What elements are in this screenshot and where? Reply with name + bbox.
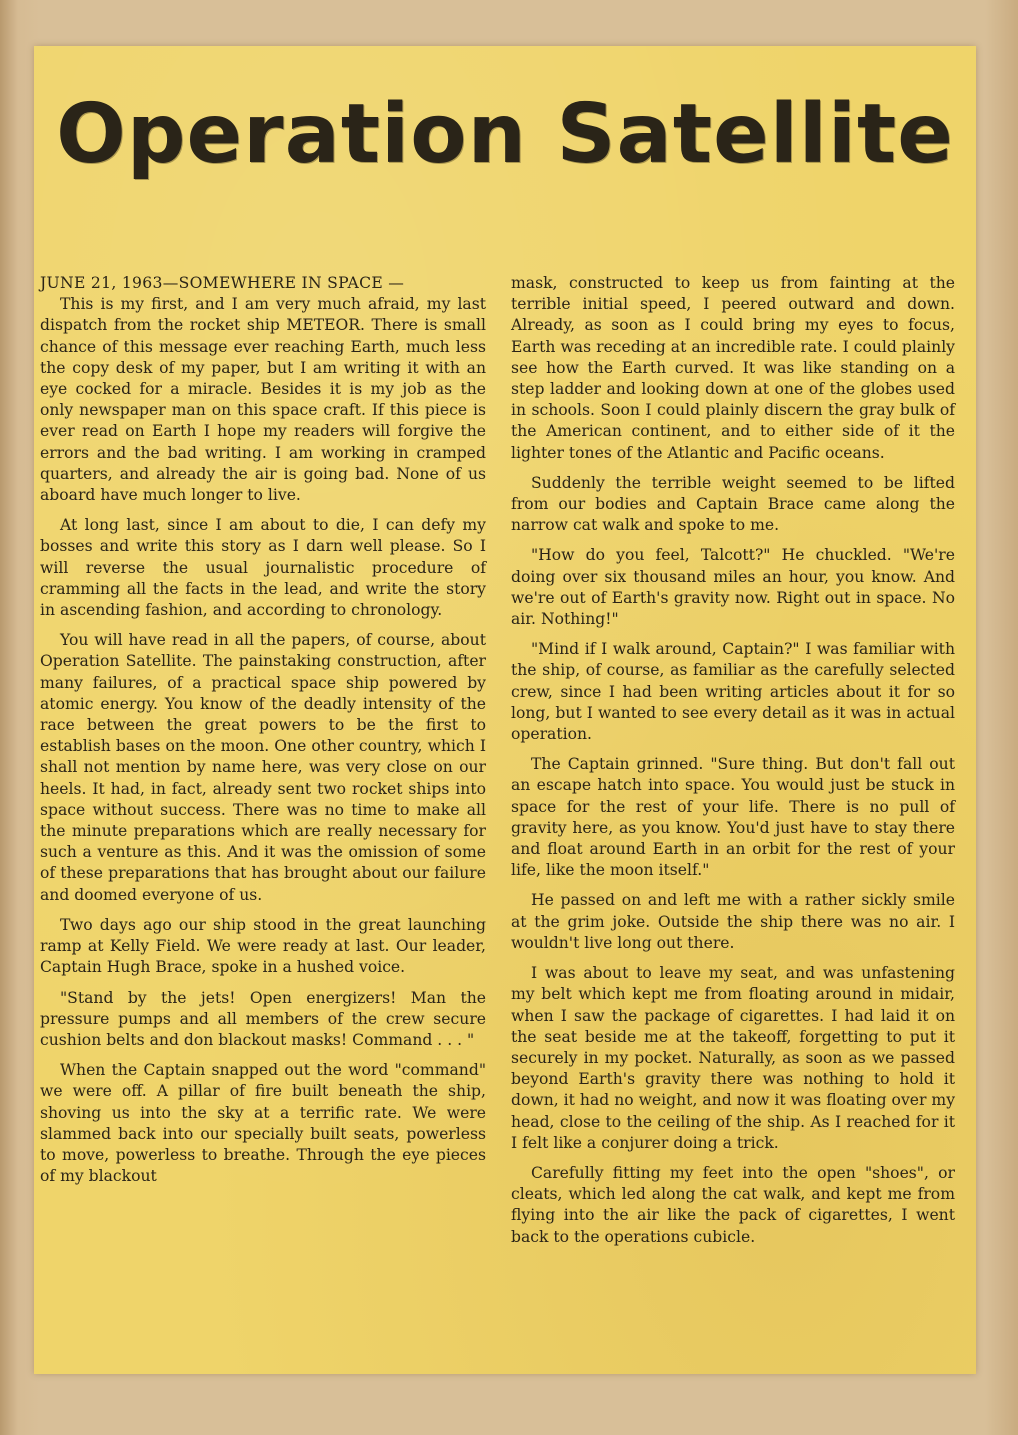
paragraph: Carefully fitting my feet into the open "shoes", or cleats, which led along the cat walk, and kept me from flying into the air like the pack of cigarettes, I went back to the operations cubicle. <box>511 1163 955 1246</box>
paragraph-text: This is my first, and I am very much afraid, my last dispatch from the rocket ship METEOR. There is small chance of this message ever reaching Earth, much less the copy desk of my paper, but I am writing it with an eye cocked for a miracle. Besides it is my job as the only newspaper man on this space craft. If this piece is ever read on Earth I hope my readers will forgive the errors and the bad writing. I am working in cramped quarters, and already the air is going bad. None of us aboard have much longer to live. <box>40 295 486 505</box>
paragraph <box>40 273 486 506</box>
paragraph: mask, constructed to keep us from fainting at the terrible initial speed, I peered outward and down. Already, as soon as I could bring my eyes to focus, Earth was receding at an incredible rate. I could plainly see how the Earth curved. It was like standing on a step ladder and looking down at one of the globes used in schools. Soon I could plainly discern the gray bulk of the American continent, and to either side of it the lighter tones of the Atlantic and Pacific oceans. <box>511 274 955 462</box>
right-column <box>511 273 955 1257</box>
paragraph: When the Captain snapped out the word "command" we were off. A pillar of fire built beneath the ship, shoving us into the sky at a terrific rate. We were slammed back into our specially built seats, powerless to move, powerless to breathe. Through the eye pieces of my blackout <box>40 1061 486 1186</box>
article-page <box>34 46 976 1374</box>
paragraph: "Stand by the jets! Open energizers! Man the pressure pumps and all members of the crew secure cushion belts and don blackout masks! Command . . . " <box>40 988 486 1049</box>
paragraph: The Captain grinned. "Sure thing. But don't fall out an escape hatch into space. You would just be stuck in space for the rest of your life. There is no pull of gravity here, as you know. You'd just have to stay there and float around Earth in an orbit for the rest of your life, like the moon itself." <box>511 755 955 880</box>
left-column <box>40 273 486 1196</box>
paragraph: "How do you feel, Talcott?" He chuckled. "We're doing over six thousand miles an hour, you know. And we're out of Earth's gravity now. Right out in space. No air. Nothing!" <box>511 546 955 629</box>
paragraph: At long last, since I am about to die, I can defy my bosses and write this story as I darn well please. So I will reverse the usual journalistic procedure of cramming all the facts in the lead, and write the story in ascending fashion, and according to chronology. <box>40 516 486 620</box>
paragraph: He passed on and left me with a rather sickly smile at the grim joke. Outside the ship there was no air. I wouldn't live long out there. <box>511 891 955 952</box>
article-title: Operation Satellite <box>56 87 954 182</box>
paragraph: I was about to leave my seat, and was unfastening my belt which kept me from floating around in midair, when I saw the package of cigarettes. I had laid it on the seat beside me at the takeoff, forgetting to put it securely in my pocket. Naturally, as soon as we passed beyond Earth's gravity there was nothing to hold it down, it had no weight, and now it was floating over my head, close to the ceiling of the ship. As I reached for it I felt like a conjurer doing a trick. <box>511 964 955 1152</box>
paragraph: You will have read in all the papers, of course, about Operation Satellite. The painstaking construction, after many failures, of a practical space ship powered by atomic energy. You know of the deadly intensity of the race between the great powers to be the first to establish bases on the moon. One other country, which I shall not mention by name here, was very close on our heels. It had, in fact, already sent two rocket ships into space without success. There was no time to make all the minute preparations which are really necessary for such a venture as this. And it was the omission of some of these preparations that has brought about our failure and doomed everyone of us. <box>40 631 486 904</box>
dateline: JUNE 21, 1963—SOMEWHERE IN SPACE — <box>40 274 405 292</box>
paragraph: Two days ago our ship stood in the great launching ramp at Kelly Field. We were ready at last. Our leader, Captain Hugh Brace, spoke in a hushed voice. <box>40 915 486 977</box>
paragraph: Suddenly the terrible weight seemed to be lifted from our bodies and Captain Brace came along the narrow cat walk and spoke to me. <box>511 473 955 535</box>
paragraph: "Mind if I walk around, Captain?" I was familiar with the ship, of course, as familiar as the carefully selected crew, since I had been writing articles about it for so long, but I wanted to see every detail as it was in actual operation. <box>511 640 955 744</box>
